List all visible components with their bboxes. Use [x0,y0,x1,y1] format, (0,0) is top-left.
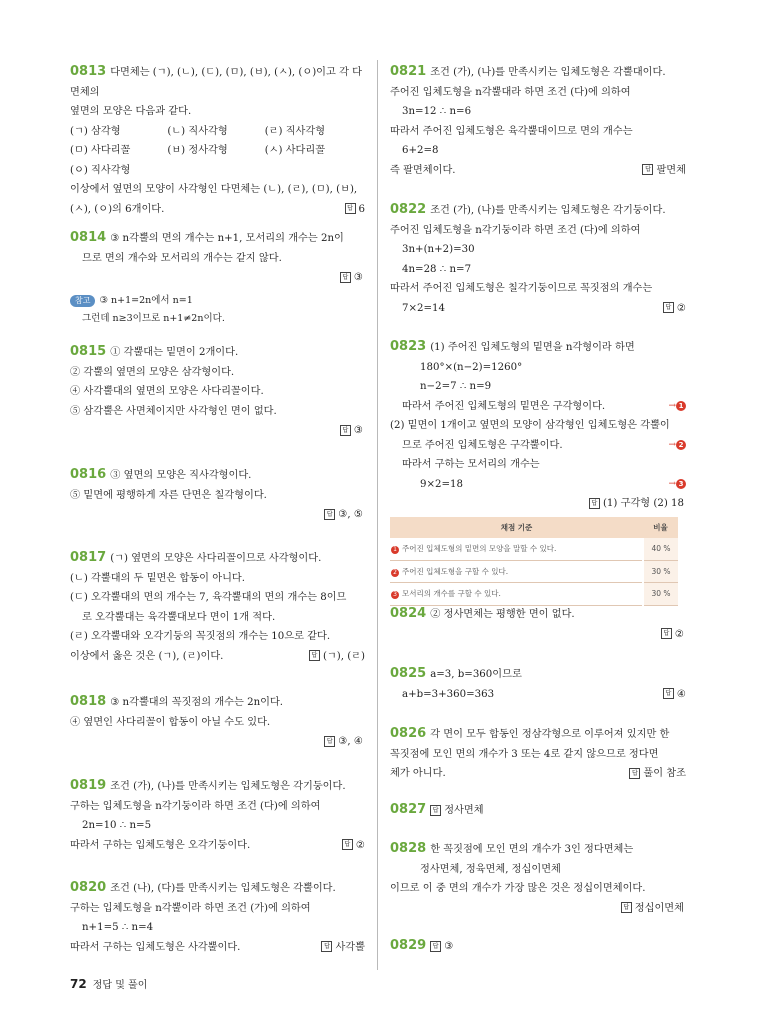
answer-icon: 답 [324,509,335,520]
problem-0817 [70,548,365,666]
equation-line: 180°×(n−2)=1260° [420,361,523,373]
problem-number: 0817 [70,550,107,565]
text-line: 즉 팔면체이다. [390,164,456,176]
answer [70,505,365,525]
row-pct: 40 % [643,538,678,560]
list-item: (ㅅ) 사다리꼴 [264,145,326,156]
answer-value: ② [355,839,365,851]
answer-icon: 답 [340,272,351,283]
row-number: 3 [391,591,399,599]
text-line: 따라서 구하는 입체도형은 오각기둥이다. [70,839,251,851]
header-ratio: 비율 [643,517,678,539]
text-line: 구하는 입체도형을 n각뿔이라 하면 조건 (가)에 의하여 [70,902,311,914]
answer [70,421,365,441]
equation-line: n+1=5 ∴ n=4 [82,922,154,933]
answer-icon: 답 [663,688,674,699]
answer-icon: 답 [342,839,353,850]
answer-icon: 답 [430,941,441,952]
equation-line: 3n+(n+2)=30 [402,244,475,255]
answer [70,268,365,288]
answer [309,647,365,667]
answer-value: (1) 구각형 (2) 18 [602,498,684,509]
grading-header [390,517,678,539]
text-line: 므로 주어진 입체도형은 구각뿔이다. [402,439,563,451]
text-line: (ㄹ) 오각뿔대와 오각기둥의 꼭짓점의 개수는 10으로 같다. [70,631,331,642]
answer-value: ③ [444,941,454,952]
problem-number: 0820 [70,880,107,895]
problem-number: 0823 [390,339,427,354]
text-line: 각 면이 모두 합동인 정삼각형으로 이루어져 있지만 한 [430,729,670,740]
answer-icon: 답 [430,805,441,816]
problem-0825 [390,664,686,704]
problem-number: 0828 [390,841,427,856]
answer [663,685,686,705]
equation-line: a+b=3+360=363 [402,688,495,700]
text-line: ⑤ 밑면에 평행하게 자른 단면은 칠각형이다. [70,489,267,501]
text-line: 므로 면의 개수와 모서리의 개수는 같지 않다. [82,252,282,264]
list-item: (ㅇ) 직사각형 [70,164,131,176]
page-footer [70,976,147,991]
row-text: 주어진 입체도형을 구할 수 있다. [402,566,509,576]
answer [642,161,686,181]
answer [390,899,686,919]
text-line: ⑤ 삼각뿔은 사면체이지만 사각형인 면이 없다. [70,405,277,417]
problem-number: 0813 [70,64,107,79]
problem-number: 0824 [390,606,427,621]
problem-0816 [70,465,365,525]
text-line: ③ 옆면의 모양은 직사각형이다. [110,470,252,481]
text-line: 주어진 입체도형을 n각기둥이라 하면 조건 (다)에 의하여 [390,224,641,236]
text-line: ③ n각뿔의 면의 개수는 n+1, 모서리의 개수는 2n이 [110,233,344,244]
answer-value: ③ [353,272,363,283]
text-line: (ㄷ) 오각뿔대의 면의 개수는 7, 육각뿔대의 면의 개수는 8이므 [70,592,347,603]
answer-icon: 답 [661,628,672,639]
text-line: 로 오각뿔대는 육각뿔대보다 면이 1개 적다. [82,611,276,623]
text-line: (1) 주어진 입체도형의 밑면을 n각형이라 하면 [430,342,635,353]
answer [629,764,686,784]
answer-value: ④ [676,688,686,700]
row-text: 모서리의 개수를 구할 수 있다. [402,589,501,598]
answer-value: (ㄱ), (ㄹ) [322,650,365,662]
text-line: 조건 (나), (다)를 만족시키는 입체도형은 각뿔이다. [110,883,336,894]
equation-line: 2n=10 ∴ n=5 [82,820,152,831]
row-number: 2 [391,569,399,577]
problem-0824 [390,604,686,644]
text-line: (ㅅ), (ㅇ)의 6개이다. [70,203,165,215]
page-number: 72 [70,977,87,991]
problem-0827 [390,800,686,821]
answer-value: 정사면체 [444,805,484,816]
list-item: (ㄱ) 삼각형 [70,125,121,137]
score-mark-3: → 3 [668,475,686,495]
problem-number: 0816 [70,467,107,482]
problem-0820 [70,878,365,957]
note-line: ③ n+1=2n에서 n=1 [99,294,193,306]
note [70,292,365,310]
row-pct: 30 % [643,583,678,606]
text-line: ③ n각뿔대의 꼭짓점의 개수는 2n이다. [110,697,284,708]
text-line: (2) 밑면이 1개이고 옆면의 모양이 삼각형인 입체도형은 각뿔이 [390,420,670,431]
problem-0814 [70,228,365,328]
answer-icon: 답 [629,768,640,779]
row-number: 1 [391,546,399,554]
equation-line: n−2=7 ∴ n=9 [420,381,492,392]
answer-value: ② [676,302,686,314]
answer-value: 사각뿔 [335,941,365,953]
problem-0823 [390,337,686,606]
text-line: 이상에서 옳은 것은 (ㄱ), (ㄹ)이다. [70,650,224,662]
column-divider [377,60,378,970]
problem-number: 0821 [390,64,427,79]
text-line: 주어진 입체도형을 n각뿔대라 하면 조건 (다)에 의하여 [390,86,631,98]
score-mark-number: 1 [676,401,686,411]
problem-0818 [70,692,365,752]
note-tag: 참고 [70,295,95,307]
problem-0819 [70,776,365,855]
text-line: 따라서 주어진 입체도형의 밑면은 구각형이다. [402,400,606,412]
text-line: 이므로 이 중 면의 개수가 가장 많은 것은 정십이면체이다. [390,883,646,894]
answer-icon: 답 [663,302,674,313]
text-line: 조건 (가), (나)를 만족시키는 입체도형은 각뿔대이다. [430,67,666,78]
text-line: 따라서 주어진 입체도형은 칠각기둥이므로 꼭짓점의 개수는 [390,283,653,294]
text-line: (ㄴ) 각뿔대의 두 밑면은 합동이 아니다. [70,572,245,584]
answer [345,200,365,220]
text-line: 조건 (가), (나)를 만족시키는 입체도형은 각기둥이다. [110,781,346,792]
answer-icon: 답 [324,736,335,747]
score-mark-2: → 2 [668,436,686,456]
text-line: 조건 (가), (나)를 만족시키는 입체도형은 각기둥이다. [430,205,666,216]
grading-table [390,517,678,606]
table-row [390,560,678,583]
answer-value: 정십이면체 [634,902,684,914]
answer-icon: 답 [321,941,332,952]
answer-value: 팔면체 [656,164,686,176]
answer [663,299,686,319]
problem-number: 0827 [390,802,427,817]
text-line: a=3, b=360이므로 [430,669,522,680]
equation-line: 6+2=8 [402,145,439,156]
problem-number: 0818 [70,694,107,709]
problem-number: 0826 [390,726,427,741]
answer-value: ③, ④ [338,736,363,747]
text-line: 꼭짓점에 모인 면의 개수가 3 또는 4로 같지 않으므로 정다면 [390,748,659,760]
list-item: (ㅂ) 정사각형 [167,145,228,156]
score-mark-number: 3 [676,479,686,489]
equation-line: 9×2=18 [420,478,463,490]
table-row [390,583,678,606]
answer-icon: 답 [345,203,356,214]
list-item: (ㄴ) 직사각형 [167,125,228,137]
text-line: ① 각뿔대는 밑면이 2개이다. [110,347,239,358]
problem-number: 0825 [390,666,427,681]
answer [70,732,365,752]
list-item: (ㅁ) 사다리꼴 [70,145,131,156]
answer-icon: 답 [589,498,600,509]
problem-0821 [390,62,686,180]
answer [342,836,365,856]
problem-0822 [390,200,686,318]
answer-value: 6 [358,203,365,215]
score-mark-1: → 1 [668,397,686,417]
problem-0828 [390,839,686,918]
text-line: ④ 사각뿔대의 옆면의 모양은 사다리꼴이다. [70,386,264,397]
text-line: ② 각뿔의 옆면의 모양은 삼각형이다. [70,366,235,378]
equation-line: 7×2=14 [402,302,445,314]
problem-number: 0819 [70,778,107,793]
answer-icon: 답 [642,164,653,175]
problem-0815 [70,342,365,441]
answer [390,494,686,514]
answer-value: ② [674,628,684,640]
problem-0829 [390,936,686,957]
list-item: (ㄹ) 직사각형 [264,125,326,137]
text-line: ② 정사면체는 평행한 면이 없다. [430,609,575,620]
table-row [390,538,678,560]
footer-label: 정답 및 풀이 [92,980,148,991]
answer-value: 풀이 참조 [643,768,686,779]
text-line: 정사면체, 정육면체, 정십이면체 [420,863,561,875]
text-line: 한 꼭짓점에 모인 면의 개수가 3인 정다면체는 [430,844,634,855]
answer-icon: 답 [309,650,320,661]
text-line: 구하는 입체도형을 n각기둥이라 하면 조건 (다)에 의하여 [70,800,321,812]
text-line: 따라서 구하는 입체도형은 사각뿔이다. [70,941,241,953]
problem-number: 0829 [390,938,427,953]
answer [321,938,365,958]
note-line: 그런데 n≥3이므로 n+1≠2n이다. [82,312,225,324]
text-line: 따라서 주어진 입체도형은 육각뿔대이므로 면의 개수는 [390,125,633,137]
row-text: 주어진 입체도형의 밑면의 모양을 말할 수 있다. [402,544,557,553]
text-line: 따라서 구하는 모서리의 개수는 [402,459,540,470]
text-line: 옆면의 모양은 다음과 같다. [70,106,192,117]
equation-line: 3n=12 ∴ n=6 [402,106,472,117]
answer-value: ③, ⑤ [338,509,363,520]
text-line: ④ 옆면인 사다리꼴이 합동이 아닐 수도 있다. [70,716,271,728]
text-line: (ㄱ) 옆면의 모양은 사다리꼴이므로 사각형이다. [110,553,322,564]
answer-icon: 답 [340,425,351,436]
problem-number: 0814 [70,230,107,245]
problem-0826 [390,724,686,784]
text-line: 다면체는 (ㄱ), (ㄴ), (ㄷ), (ㅁ), (ㅂ), (ㅅ), (ㅇ)이고 각 다면체의 [70,67,363,98]
equation-line: 4n=28 ∴ n=7 [402,263,472,275]
answer [390,625,686,645]
header-criteria: 채점 기준 [390,517,643,539]
answer-value: ③ [353,425,363,436]
score-mark-number: 2 [676,440,686,450]
row-pct: 30 % [643,560,678,583]
problem-0813 [70,62,365,219]
problem-number: 0815 [70,344,107,359]
text-line: 이상에서 옆면의 모양이 사각형인 다면체는 (ㄴ), (ㄹ), (ㅁ), (ㅂ), [70,184,358,195]
text-line: 체가 아니다. [390,768,446,779]
problem-number: 0822 [390,202,427,217]
answer-icon: 답 [621,902,632,913]
